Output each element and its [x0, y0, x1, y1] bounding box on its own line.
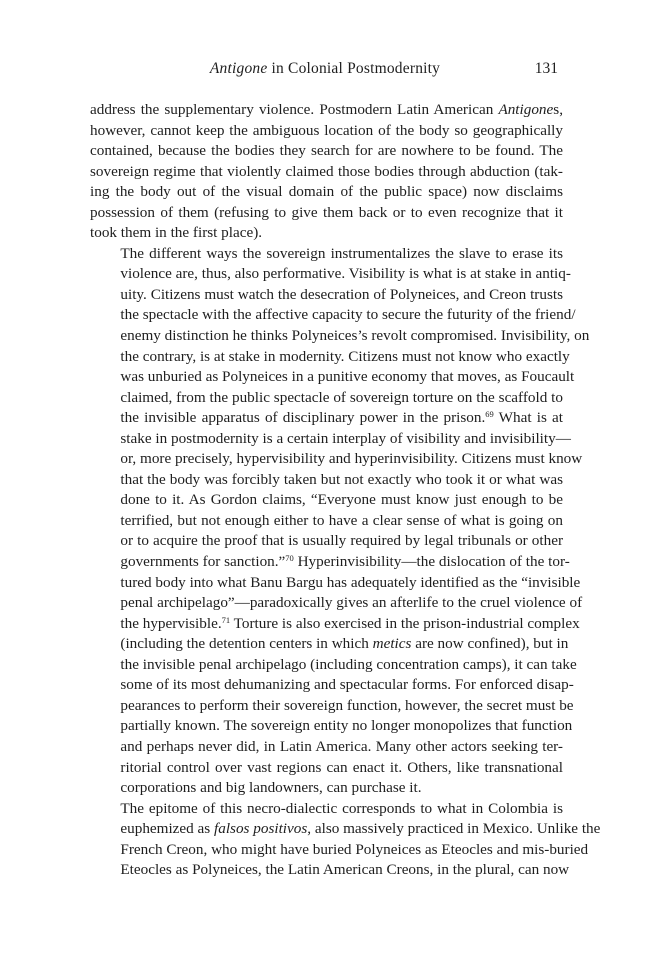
text-line: or, more precisely, hypervisibility and hyperinvisibility. Citizens must know: [120, 450, 583, 468]
paragraph-2: [90, 244, 590, 799]
text-line: pearances to perform their sovereign function, however, the secret must be: [120, 696, 574, 714]
running-title-italic: Antigone: [209, 60, 268, 77]
text-line: French Creon, who might have buried Polyneices as Eteocles and mis-buried: [120, 840, 589, 858]
text-line: partially known. The sovereign entity no longer monopolizes that function: [120, 717, 573, 735]
footnote-ref-69[interactable]: 69: [485, 409, 494, 420]
text-line: contained, because the bodies they search for are nowhere to be found. The: [90, 142, 563, 160]
text-line: some of its most dehumanizing and spectacular forms. For enforced disap-: [120, 676, 574, 694]
text-run: governments for sanction.”: [120, 553, 286, 571]
text-run: s,: [553, 101, 563, 118]
text-line: [90, 634, 569, 655]
text-line: The different ways the sovereign instrumentalizes the slave to erase its: [120, 244, 563, 262]
text-line: The epitome of this necro-dialectic corresponds to what in Colombia is: [120, 799, 563, 817]
text-line: however, cannot keep the ambiguous location of the body so geographically: [90, 121, 563, 139]
text-line: sovereign regime that violently claimed those bodies through abduction (tak-: [90, 162, 563, 180]
text-line: and perhaps never did, in Latin America. Many other actors seeking ter-: [120, 737, 563, 755]
text-line: the contrary, is at stake in modernity. Citizens must not know who exactly: [120, 347, 570, 365]
text-line: uity. Citizens must watch the desecration of Polyneices, and Creon trusts: [120, 285, 563, 303]
text-line: penal archipelago”—paradoxically gives an afterlife to the cruel violence of: [120, 594, 583, 612]
text-line: enemy distinction he thinks Polyneices’s revolt compromised. Invisibility, on: [120, 327, 590, 345]
text-line: was unburied as Polyneices in a punitive economy that moves, as Foucault: [120, 368, 575, 386]
body-text: [90, 100, 601, 881]
italic-term: metics: [372, 635, 412, 653]
text-line: [90, 100, 563, 121]
text-run: euphemized as: [120, 820, 215, 838]
running-header: [0, 60, 650, 82]
text-line: violence are, thus, also performative. Visibility is what is at stake in antiq-: [120, 265, 571, 283]
text-line: ing the body out of the visual domain of the public space) now disclaims: [90, 183, 563, 201]
text-run: Hyperinvisibility—the dislocation of the tor-: [293, 553, 570, 571]
page-number: 131: [534, 60, 558, 77]
text-line: the invisible penal archipelago (including concentration camps), it can take: [120, 655, 577, 673]
text-line: terrified, but not enough either to have a clear sense of what is going on: [120, 511, 563, 529]
text-run: the invisible apparatus of disciplinary power in the prison.: [120, 409, 486, 427]
text-line: or to acquire the proof that is usually required by legal tribunals or other: [120, 532, 563, 550]
text-line: [90, 408, 563, 429]
text-line: possession of them (refusing to give them back or to even recognize that it: [90, 203, 563, 221]
text-line: the spectacle with the affective capacity to secure the futurity of the friend/: [120, 306, 576, 324]
text-line: corporations and big landowners, can purchase it.: [120, 779, 422, 797]
text-line: tured body into what Banu Bargu has adequately identified as the “invisible: [120, 573, 581, 591]
italic-term: falsos positivos: [214, 820, 308, 838]
text-line: that the body was forcibly taken but not exactly who took it or what was: [120, 470, 563, 488]
italic-title: Antigone: [498, 101, 554, 118]
text-line: stake in postmodernity is a certain interplay of visibility and invisibility—: [120, 429, 571, 447]
text-line: [90, 819, 601, 840]
text-run: address the supplementary violence. Postmodern Latin American: [90, 101, 499, 118]
text-line: ritorial control over vast regions can enact it. Others, like transnational: [120, 758, 563, 776]
text-line: [90, 614, 580, 635]
text-run: the hypervisible.: [120, 614, 222, 632]
text-run: (including the detention centers in which: [120, 635, 373, 653]
running-title-rest: in Colonial Postmodernity: [267, 60, 441, 77]
footnote-ref-70[interactable]: 70: [285, 553, 294, 564]
text-line: took them in the first place).: [90, 224, 263, 242]
text-line: Eteocles as Polyneices, the Latin American Creons, in the plural, can now: [120, 861, 570, 879]
text-run: Torture is also exercised in the prison-industrial complex: [230, 614, 580, 632]
footnote-ref-71[interactable]: 71: [221, 614, 231, 625]
text-line: claimed, from the public spectacle of sovereign torture on the scaffold to: [120, 388, 563, 406]
text-run: are now confined), but in: [411, 635, 569, 653]
text-line: done to it. As Gordon claims, “Everyone must know just enough to be: [120, 491, 563, 509]
text-run: , also massively practiced in Mexico. Unlike the: [307, 820, 601, 838]
paragraph-3: [90, 799, 601, 881]
text-line: [90, 552, 570, 573]
paragraph-1: [90, 100, 563, 244]
text-run: What is at: [493, 409, 563, 427]
